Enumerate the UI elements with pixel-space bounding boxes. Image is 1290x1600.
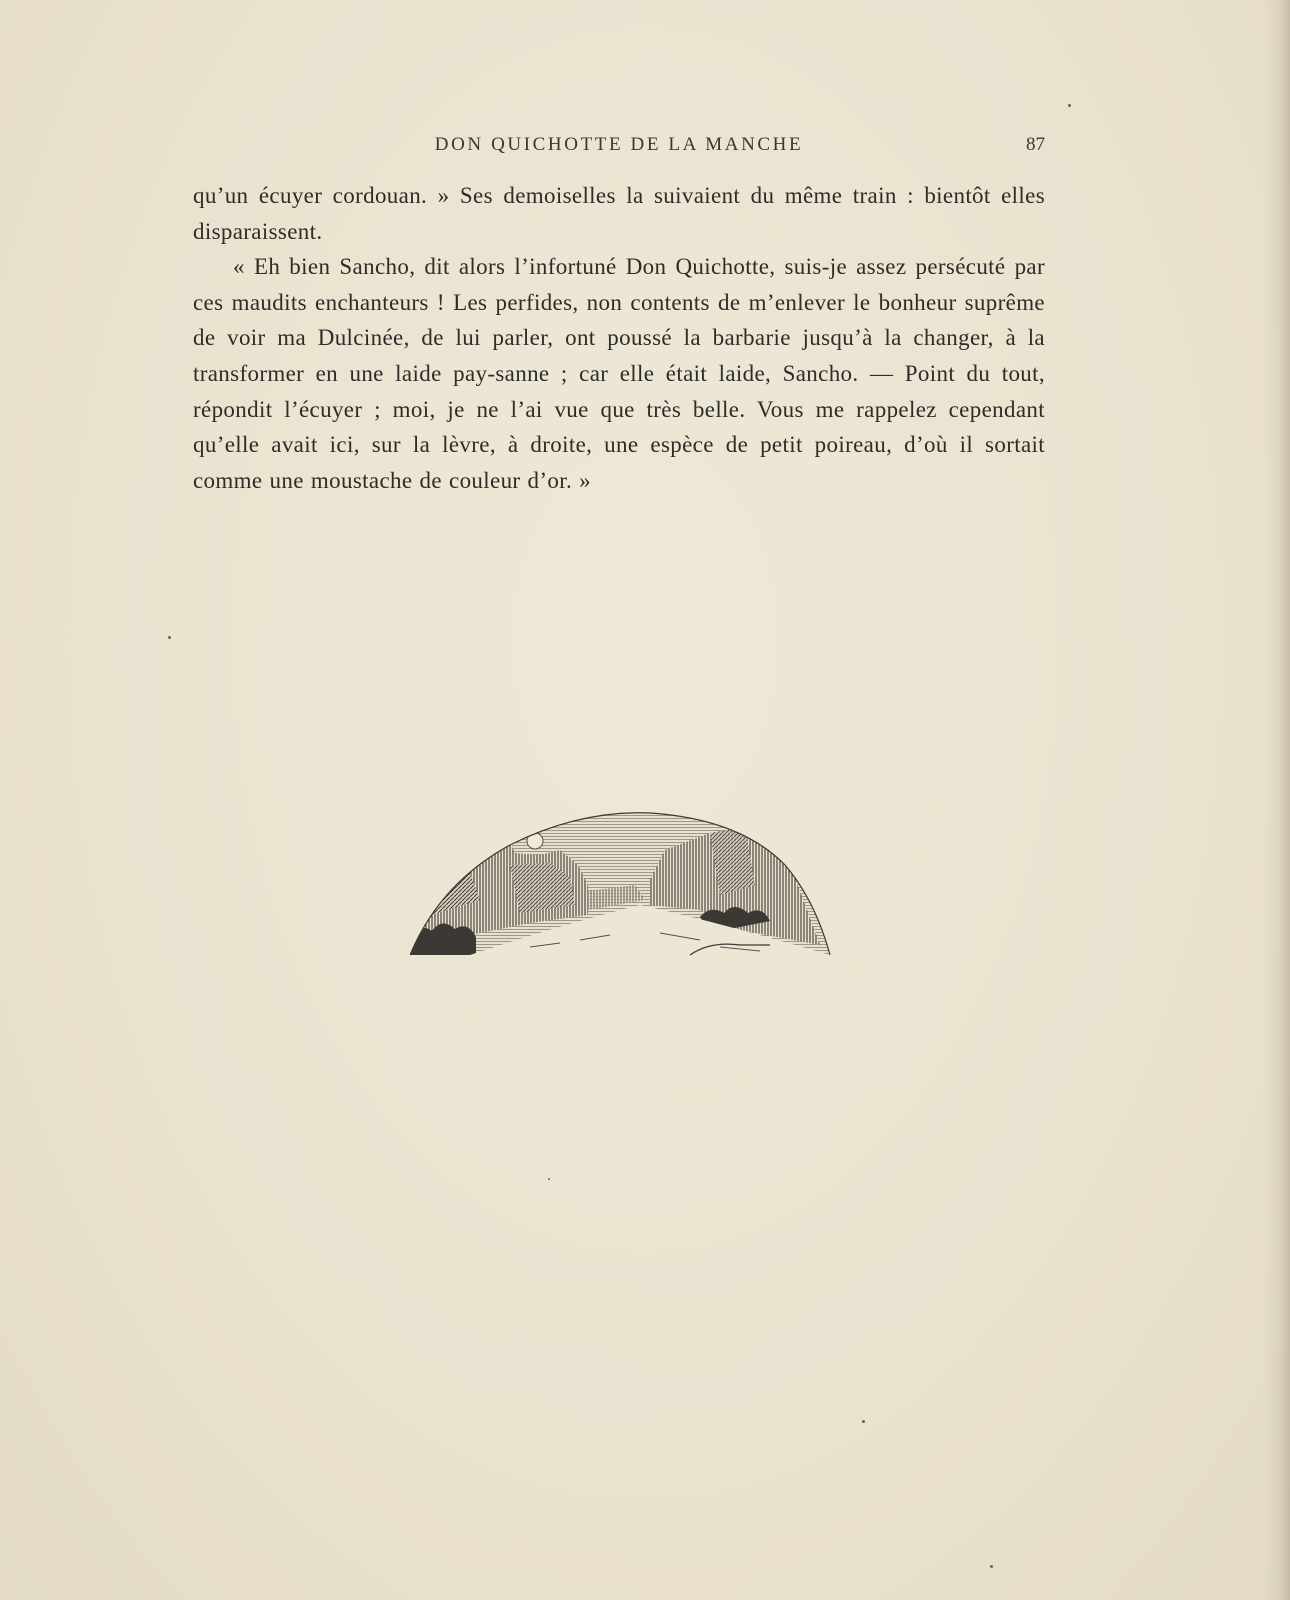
paper-speck xyxy=(990,1565,993,1568)
paper-speck xyxy=(168,636,171,639)
vignette-scene xyxy=(410,805,850,970)
page-edge-shadow xyxy=(1264,0,1290,1600)
paper-speck xyxy=(862,1420,865,1423)
paragraph-2: « Eh bien Sancho, dit alors l’infortuné Don Quichotte, suis-je assez persécuté par ces maudits enchanteurs ! Les perfides, non contents de m’enlever le bonheur suprême de voir ma Dulcinée, de lui parler, ont poussé la barbarie jusqu’à la changer, à la transformer en une laide pay-sanne ; car elle était laide, Sancho. — Point du tout, répondit l’écuyer ; moi, je ne l’ai vue que très belle. Vous me rappelez cependant qu’elle avait ici, sur la lèvre, à droite, une espèce de petit poireau, d’où il sortait comme une moustache de couleur d’or. » xyxy=(193,254,1045,493)
paper-speck xyxy=(548,1178,550,1180)
running-head xyxy=(193,134,1045,158)
village-street-vignette xyxy=(410,805,850,970)
body-text xyxy=(193,178,1045,498)
running-title: DON QUICHOTTE DE LA MANCHE xyxy=(434,134,804,155)
paragraph-1: qu’un écuyer cordouan. » Ses demoiselles la suivaient du même train : bientôt elles disparaissent. xyxy=(193,183,1045,244)
paper-speck xyxy=(1068,104,1071,107)
page-number: 87 xyxy=(1026,134,1045,155)
